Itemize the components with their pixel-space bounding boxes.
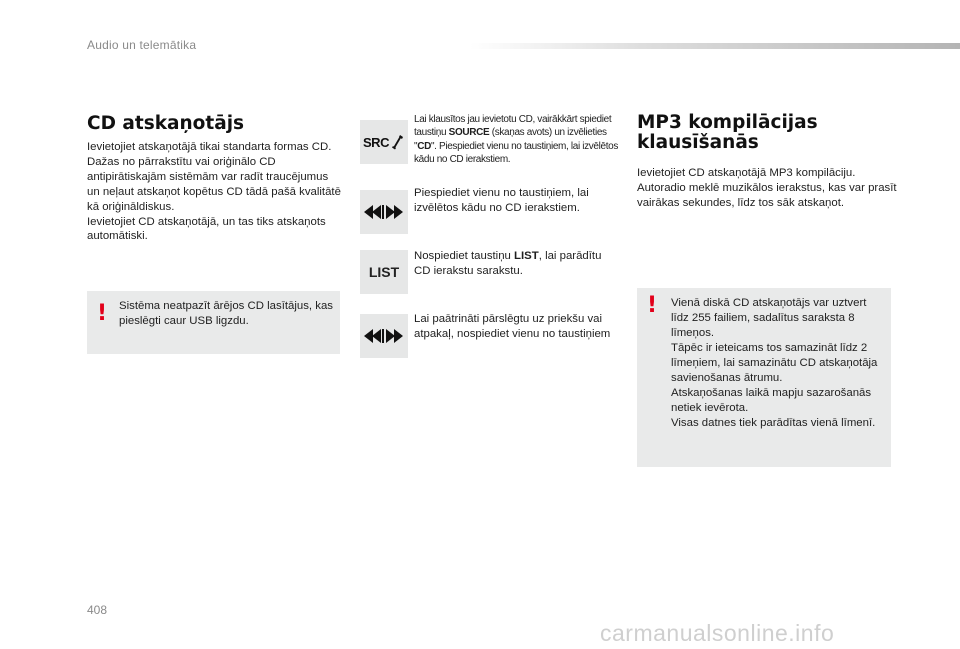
header-bar bbox=[470, 43, 960, 49]
text-part: ". Piespiediet vienu no taustiņiem, lai izvēlētos kādu no CD ierakstiem. bbox=[414, 140, 619, 165]
list-button-illustration bbox=[360, 250, 408, 294]
usb-warning-note bbox=[87, 291, 340, 354]
warning-icon: ! bbox=[97, 301, 108, 326]
text-part: , lai parādītu CD ierakstu sarakstu. bbox=[414, 250, 602, 277]
note-text bbox=[119, 299, 334, 329]
text-part: Piespiediet vienu no taustiņiem, lai izvēlētos kādu no CD ierakstiem. bbox=[414, 187, 589, 214]
step-text bbox=[414, 113, 620, 166]
paragraph: Autoradio meklē muzikālos ierakstus, kas var prasīt vairākas sekundes, līdz tos sāk atskaņot. bbox=[637, 182, 897, 209]
paragraph: Ievietojiet CD atskaņotājā MP3 kompilāciju. bbox=[637, 167, 856, 179]
skip-arrows-icon bbox=[364, 205, 404, 219]
src-label: SRC bbox=[363, 134, 389, 150]
note-text bbox=[671, 296, 886, 431]
section-title-cd-player: CD atskaņotājs bbox=[87, 113, 245, 134]
warning-icon: ! bbox=[647, 293, 658, 318]
text-part: (skaņas avots) un izvēlieties " bbox=[414, 127, 607, 152]
text-part: Nospiediet taustiņu bbox=[414, 250, 515, 262]
note-paragraph: Sistēma neatpazīt ārējos CD lasītājus, kas pieslēgti caur USB ligzdu. bbox=[119, 300, 333, 327]
paragraph: Dažas no pārrakstītu vai oriģinālo CD antipirātiskajām sistēmām var radīt traucējumus un neļaut atskaņot kopētus CD tādā pašā kvalitātē kā oriģināldiskus. bbox=[87, 155, 341, 213]
paragraph: Ievietojiet atskaņotājā tikai standarta formas CD. bbox=[87, 141, 332, 153]
title-line: klausīšanās bbox=[637, 132, 759, 153]
cd-player-description bbox=[87, 140, 343, 244]
key-name: SOURCE bbox=[448, 127, 490, 139]
note-paragraph: Atskaņošanas laikā mapju sazarošanās netiek ievērota. bbox=[671, 387, 872, 414]
step-select-track bbox=[360, 186, 620, 236]
src-phone-icon bbox=[391, 134, 405, 150]
header-title: Audio un telemātika bbox=[87, 38, 197, 52]
paragraph: Ievietojiet CD atskaņotājā, un tas tiks atskaņots automātiski. bbox=[87, 215, 326, 243]
step-text bbox=[414, 312, 620, 342]
section-title-mp3 bbox=[637, 113, 877, 153]
skip-arrows-icon bbox=[364, 329, 404, 343]
step-text bbox=[414, 186, 620, 216]
skip-button-illustration bbox=[360, 314, 408, 358]
key-name: CD bbox=[417, 140, 431, 152]
key-name: LIST bbox=[514, 250, 539, 262]
step-text bbox=[414, 249, 620, 279]
footer-watermark: carmanualsonline.info bbox=[600, 620, 835, 646]
skip-button-illustration bbox=[360, 190, 408, 234]
title-line: MP3 kompilācijas bbox=[637, 112, 818, 133]
step-list-tracks bbox=[360, 249, 620, 299]
mp3-limits-note bbox=[637, 288, 891, 467]
src-button-illustration bbox=[360, 120, 408, 164]
mp3-description bbox=[637, 166, 897, 211]
step-source-cd bbox=[360, 113, 620, 173]
note-paragraph: Tāpēc ir ieteicams tos samazināt līdz 2 līmeņiem, lai samazinātu CD atskaņotāja savienošanas ātrumu. bbox=[671, 342, 878, 384]
page-number: 408 bbox=[87, 603, 108, 617]
step-fast-forward bbox=[360, 312, 620, 362]
note-paragraph: Visas datnes tiek parādītas vienā līmenī. bbox=[671, 417, 876, 429]
text-part: Lai klausītos jau ievietotu CD, vairākkārt spiediet taustiņu bbox=[414, 114, 612, 139]
note-paragraph: Vienā diskā CD atskaņotājs var uztvert līdz 255 failiem, sadalītus saraksta 8 līmeņos. bbox=[671, 297, 867, 339]
list-icon: LIST bbox=[368, 264, 400, 280]
text-part: Lai paātrināti pārslēgtu uz priekšu vai atpakaļ, nospiediet vienu no taustiņiem bbox=[414, 313, 611, 340]
